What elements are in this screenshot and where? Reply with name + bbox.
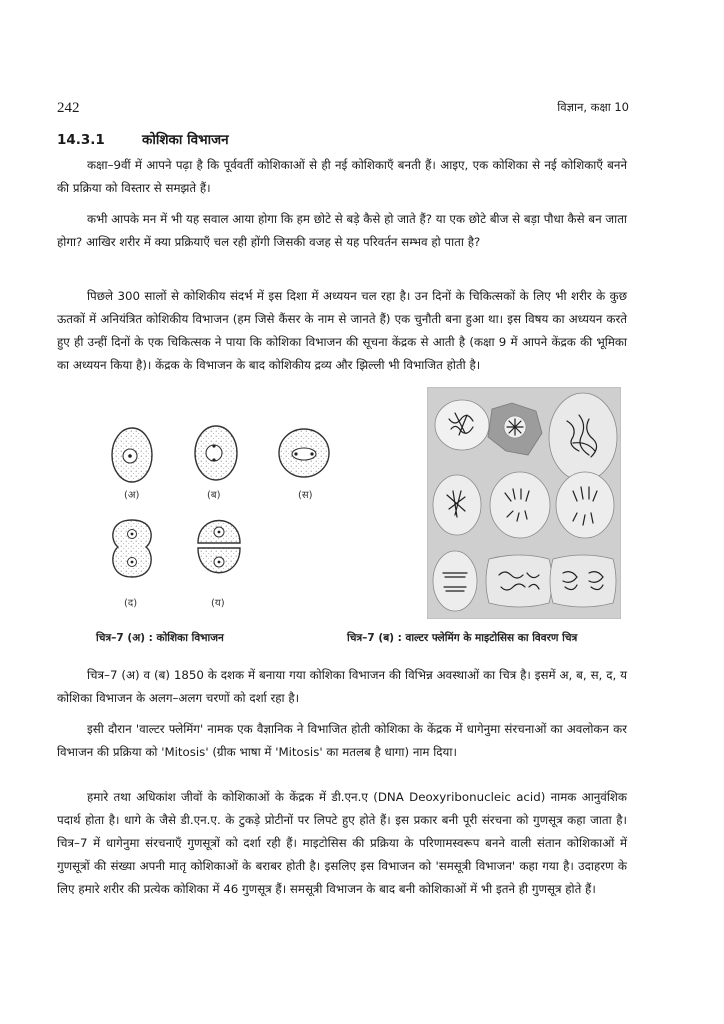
cell-stage-b	[195, 426, 237, 480]
label-d: (द)	[124, 598, 138, 609]
paragraph: हमारे तथा अधिकांश जीवों के कोशिकाओं के केंद्रक में डी.एन.ए (DNA Deoxyribonucleic acid) नामक आनुवंशिक पदार्थ होता है। धागे के जैसे डी.एन.ए. के टुकड़े प्रोटीनों पर लिपटे हुए होते हैं। इस प्रकार बनी पूरी संरचना को गुणसूत्र कहा जाता है। चित्र–7 में धागेनुमा संरचनाएँ गुणसूत्रों को दर्शा रही हैं। माइटोसिस की प्रक्रिया के परिणामस्वरूप बनने वाली संतान कोशिकाओं में गुणसूत्रों की संख्या अपनी मातृ कोशिकाओं के बराबर होती है। इसलिए इस विभाजन को 'समसूत्री विभाजन' कहा गया है। उदाहरण के लिए हमारे शरीर की प्रत्येक कोशिका में 46 गुणसूत्र हैं। समसूत्री विभाजन के बाद बनी कोशिकाओं में भी इतने ही गुणसूत्र होते हैं।	[57, 790, 627, 896]
page-number: 242	[57, 100, 80, 116]
paragraph: पिछले 300 सालों से कोशिकीय संदर्भ में इस दिशा में अध्ययन चल रहा है। उन दिनों के चिकित्सकों के लिए भी शरीर के कुछ ऊतकों में अनियंत्रित कोशिकीय विभाजन (हम जिसे कैंसर के नाम से जानते हैं) एक चुनौती बना हुआ था। इस विषय का अध्ययन करते हुए ही उन्हीं दिनों के एक चिकित्सक ने पाया कि कोशिका विभाजन की सूचना केंद्रक से आती है (कक्षा 9 में आपने केंद्रक की भूमिका का अध्ययन किया है)। केंद्रक के विभाजन के बाद कोशिकीय द्रव्य और झिल्ली भी विभाजित होती है।	[57, 289, 627, 372]
plate-cell	[433, 475, 481, 535]
paragraph: कभी आपके मन में भी यह सवाल आया होगा कि हम छोटे से बड़े कैसे हो जाते हैं? या एक छोटे बीज से बड़ा पौधा कैसे बन जाता होगा? आखिर शरीर में क्या प्रक्रियाएँ चल रही होंगी जिसकी वजह से यह परिवर्तन सम्भव हो पाता है?	[57, 212, 627, 249]
plate-cell	[433, 551, 477, 611]
paragraph: इसी दौरान 'वाल्टर फ्लेमिंग' नामक एक वैज्ञानिक ने विभाजित होती कोशिका के केंद्रक में धागेनुमा संरचनाओं का अवलोकन कर विभाजन की प्रक्रिया को 'Mitosis' (ग्रीक भाषा में 'Mitosis' का मतलब है धागा) नाम दिया।	[57, 722, 627, 759]
section-title: कोशिका विभाजन	[142, 132, 229, 148]
plate-cell	[549, 393, 617, 481]
cell-division-illustration	[90, 415, 360, 620]
plate-cell	[486, 555, 552, 607]
label-a: (अ)	[124, 490, 140, 501]
label-c: (स)	[298, 490, 313, 501]
figure-caption-left: चित्र–7 (अ) : कोशिका विभाजन	[96, 632, 224, 644]
paragraph: चित्र–7 (अ) व (ब) 1850 के दशक में बनाया गया कोशिका विभाजन की विभिन्न अवस्थाओं का चित्र है। इसमें अ, ब, स, द, य कोशिका विभाजन के अलग–अलग चरणों को दर्शा रहा है।	[57, 668, 627, 705]
figure-caption-right: चित्र–7 (ब) : वाल्टर फ्लेमिंग के माइटोसिस का विवरण चित्र	[347, 632, 578, 644]
flemming-mitosis-plate	[427, 387, 621, 619]
plate-cell	[550, 555, 616, 607]
section-heading	[57, 130, 229, 148]
cell-stage-d	[113, 520, 151, 577]
cell-stage-a	[112, 428, 152, 482]
page-header	[57, 100, 629, 120]
cell-stage-c	[279, 429, 329, 477]
running-head: विज्ञान, कक्षा 10	[557, 100, 629, 114]
label-b: (ब)	[207, 490, 221, 501]
paragraph: कक्षा–9वीं में आपने पढ़ा है कि पूर्ववर्ती कोशिकाओं से ही नई कोशिकाएँ बनती हैं। आइए, एक कोशिका से नई कोशिकाएँ बनने की प्रक्रिया को विस्तार से समझते हैं।	[57, 158, 627, 195]
section-number: 14.3.1	[57, 132, 105, 148]
label-e: (य)	[211, 598, 225, 609]
plate-cell	[556, 472, 614, 538]
plate-cell	[435, 400, 489, 450]
cell-stage-e	[198, 521, 240, 573]
plate-cell	[490, 472, 550, 538]
